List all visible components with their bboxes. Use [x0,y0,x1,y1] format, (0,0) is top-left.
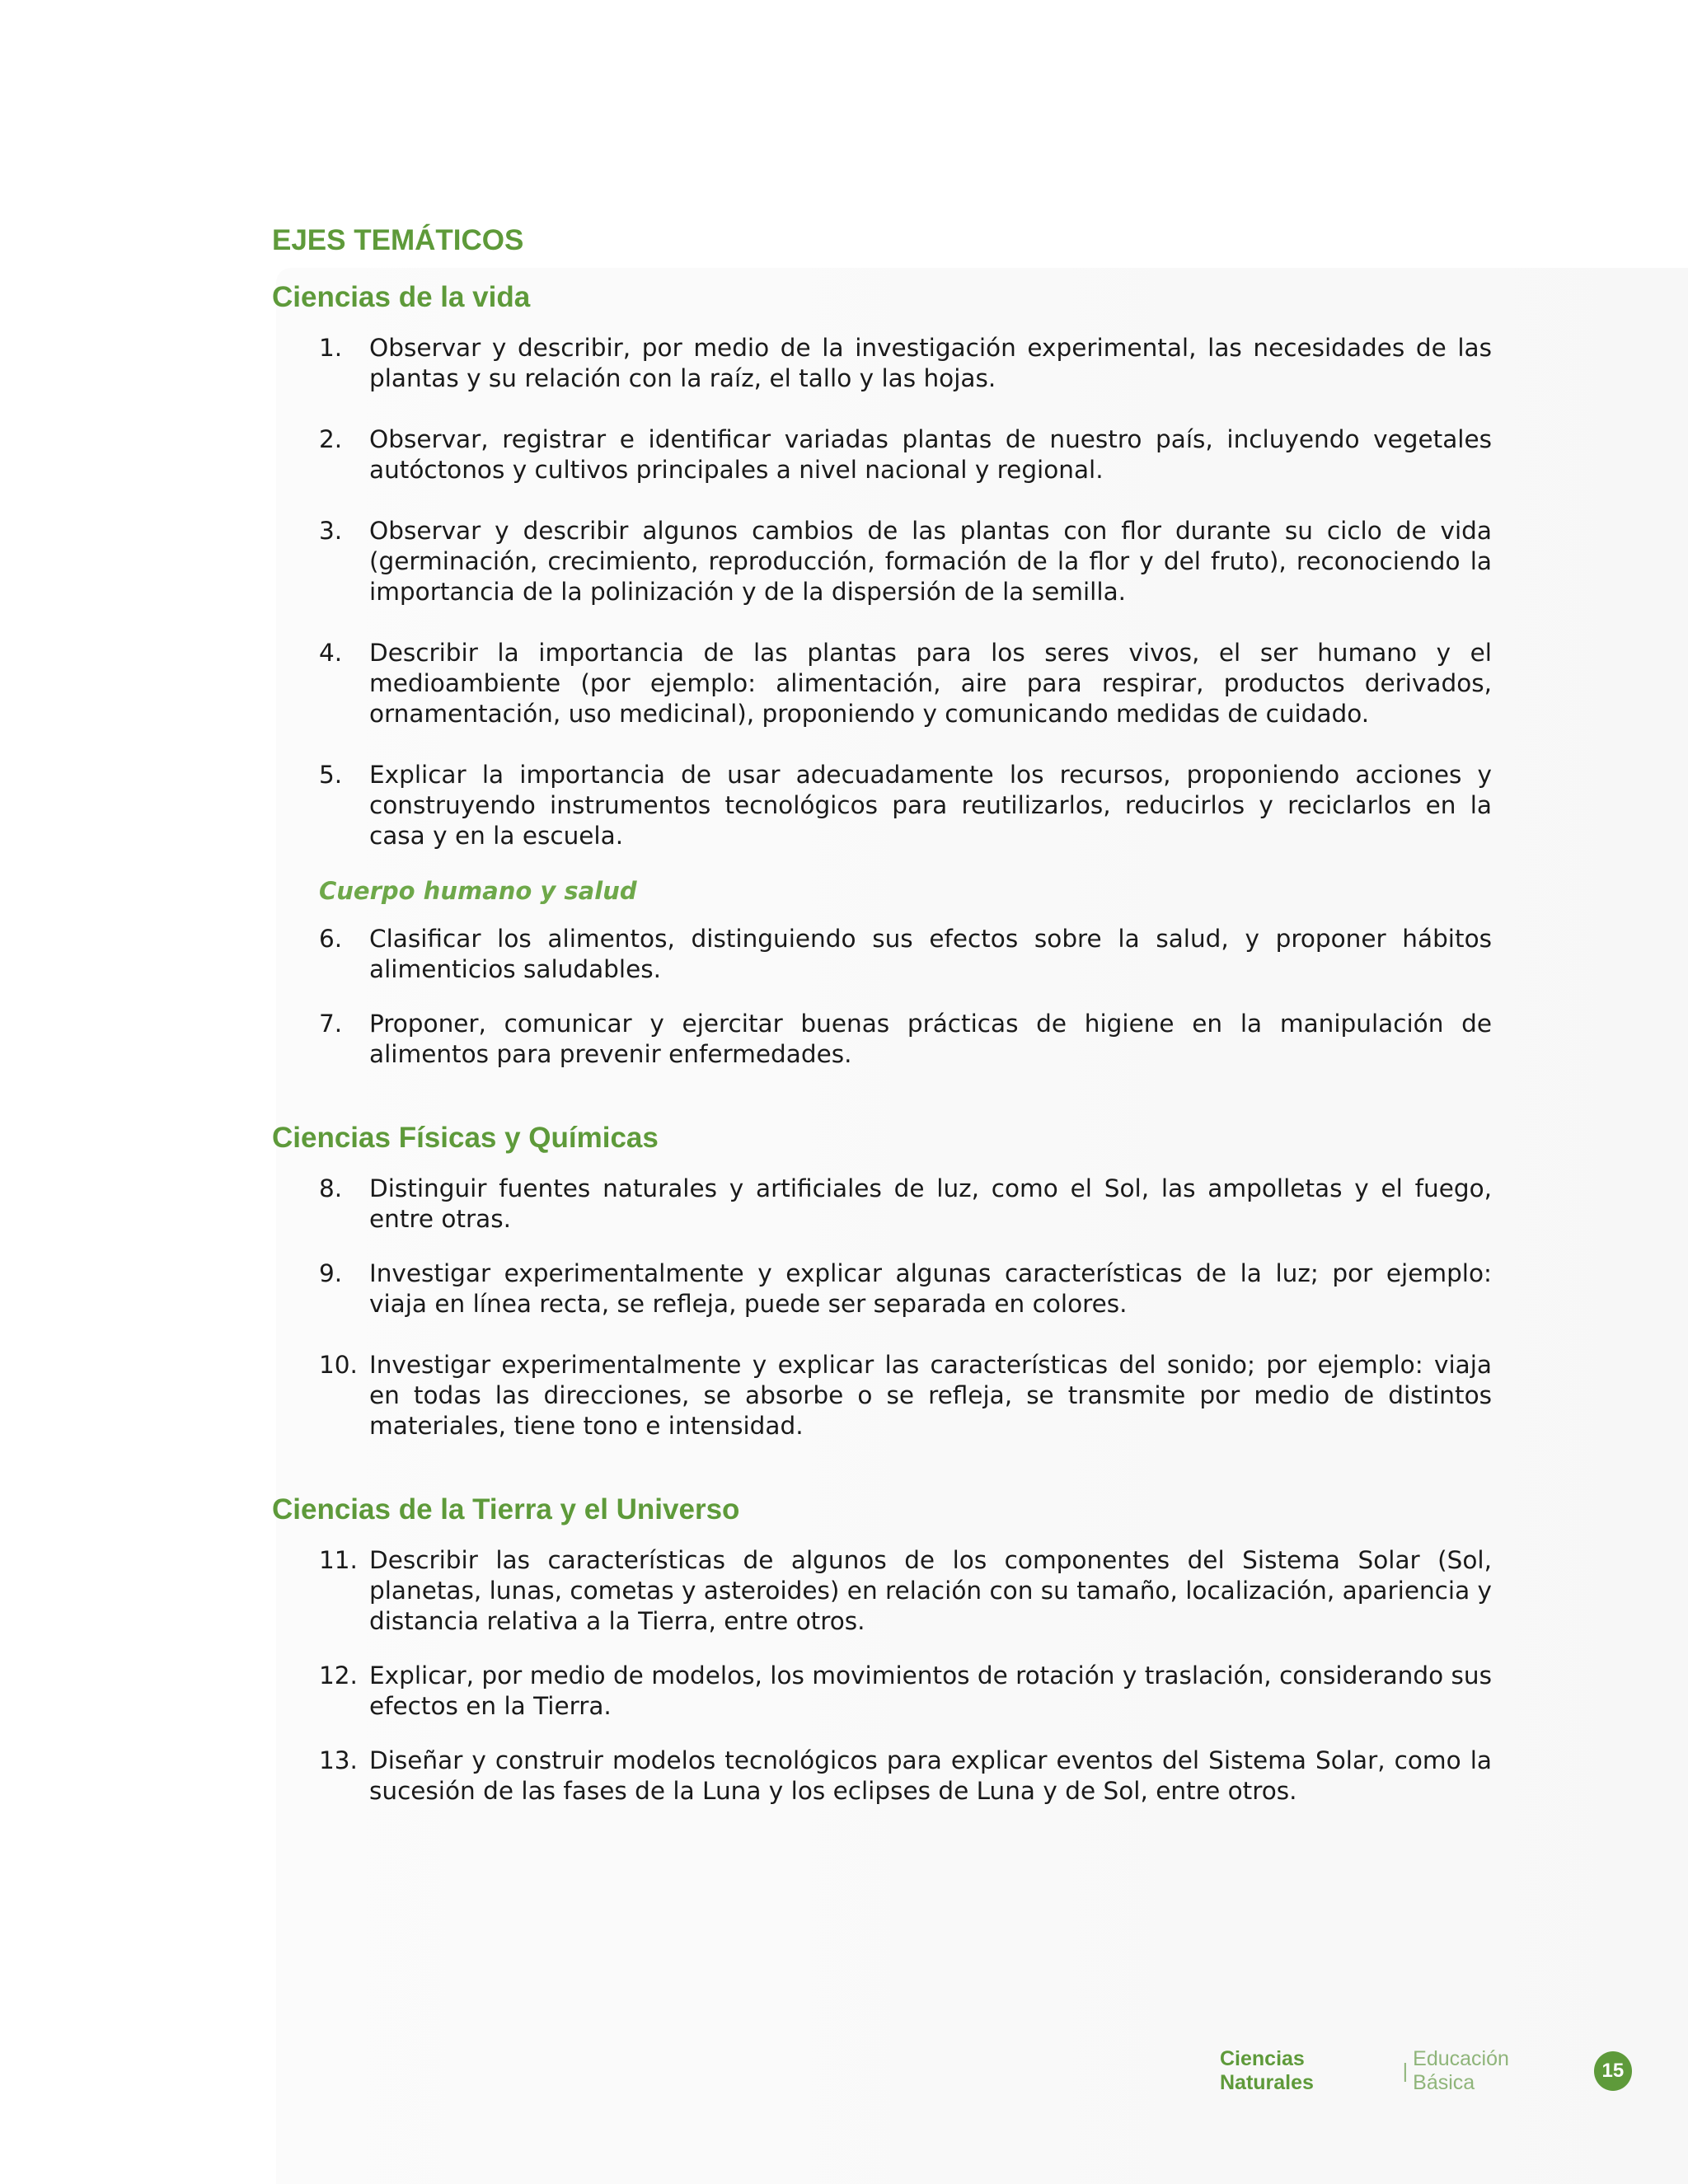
objective-item [272,638,1492,729]
objectives-list-earth-universe [272,1545,1492,1807]
objective-item [272,516,1492,607]
footer-level: Educación Básica [1413,2047,1509,2094]
objective-item [272,1350,1492,1441]
objective-number: 11. [319,1546,358,1574]
objective-text: Investigar experimentalmente y explicar algunas características de la luz; por ejemplo: viaja en línea recta, se refleja, puede ser separada en colores. [369,1259,1492,1318]
page-footer [1220,2048,1632,2094]
objective-number: 8. [319,1174,343,1202]
objective-number: 7. [319,1010,343,1038]
objective-number: 9. [319,1259,343,1287]
objective-number: 5. [319,761,343,789]
objective-item [272,1746,1492,1807]
subsection-heading-body-health: Cuerpo humano y salud [319,877,637,905]
objective-text: Proponer, comunicar y ejercitar buenas prácticas de higiene en la manipulación de alimentos para prevenir enfermedades. [369,1010,1492,1068]
objective-text: Clasificar los alimentos, distinguiendo sus efectos sobre la salud, y proponer hábitos alimenticios saludables. [369,925,1492,983]
footer-separator: | [1402,2059,1409,2083]
objective-text: Observar y describir, por medio de la investigación experimental, las necesidades de las plantas y su relación con la raíz, el tallo y las hojas. [369,334,1492,392]
objective-text: Observar, registrar e identificar variadas plantas de nuestro país, incluyendo vegetales autóctonos y cultivos principales a nivel nacional y regional. [369,425,1492,484]
objectives-list-life-sciences [272,333,1492,851]
objective-text: Explicar la importancia de usar adecuadamente los recursos, proponiendo acciones y construyendo instrumentos tecnológicos para reutilizarlos, reducirlos y reciclarlos en la casa y en la escuela. [369,761,1492,850]
objective-number: 3. [319,517,343,545]
objective-text: Describir las características de algunos de los componentes del Sistema Solar (Sol, planetas, lunas, cometas y asteroides) en relación con su tamaño, localización, apariencia y distancia relativa a la Tierra, entre otros. [369,1546,1492,1635]
objectives-list-body-health [272,924,1492,1070]
objective-item [272,424,1492,485]
objective-item [272,1258,1492,1319]
objective-number: 4. [319,639,343,667]
page-number-badge: 15 [1594,2051,1632,2091]
objective-number: 13. [319,1746,358,1774]
objective-number: 10. [319,1351,358,1379]
objective-number: 1. [319,334,343,362]
objective-item [272,760,1492,851]
objective-text: Observar y describir algunos cambios de las plantas con flor durante su ciclo de vida (germinación, crecimiento, reproducción, formación de la flor y del fruto), reconociendo la importancia de la polinización y de la dispersión de la semilla. [369,517,1492,606]
objective-text: Describir la importancia de las plantas para los seres vivos, el ser humano y el medioambiente (por ejemplo: alimentación, aire para respirar, productos derivados, ornamentación, uso medicinal), proponiendo y comunicando medidas de cuidado. [369,639,1492,728]
objective-number: 6. [319,925,343,953]
objective-item [272,1545,1492,1637]
objective-number: 2. [319,425,343,453]
page-title: EJES TEMÁTICOS [272,224,524,256]
section-heading-physics-chemistry: Ciencias Físicas y Químicas [272,1122,659,1154]
section-heading-life-sciences: Ciencias de la vida [272,281,531,313]
objective-text: Distinguir fuentes naturales y artificiales de luz, como el Sol, las ampolletas y el fuego, entre otras. [369,1174,1492,1233]
objective-item [272,333,1492,394]
footer-subject: Ciencias Naturales [1220,2047,1314,2094]
objective-text: Explicar, por medio de modelos, los movimientos de rotación y traslación, considerando sus efectos en la Tierra. [369,1661,1492,1720]
objective-item [272,1174,1492,1235]
objective-item [272,1661,1492,1722]
objective-number: 12. [319,1661,358,1690]
objective-item [272,1009,1492,1070]
objective-item [272,924,1492,985]
section-heading-earth-universe: Ciencias de la Tierra y el Universo [272,1493,740,1526]
document-body [272,221,1492,1807]
objective-text: Investigar experimentalmente y explicar las características del sonido; por ejemplo: viaja en todas las direcciones, se absorbe o se refleja, se transmite por medio de distintos materiales, tiene tono e intensidad. [369,1351,1492,1440]
objective-text: Diseñar y construir modelos tecnológicos para explicar eventos del Sistema Solar, como la sucesión de las fases de la Luna y los eclipses de Luna y de Sol, entre otros. [369,1746,1492,1805]
objectives-list-physics-chemistry [272,1174,1492,1441]
